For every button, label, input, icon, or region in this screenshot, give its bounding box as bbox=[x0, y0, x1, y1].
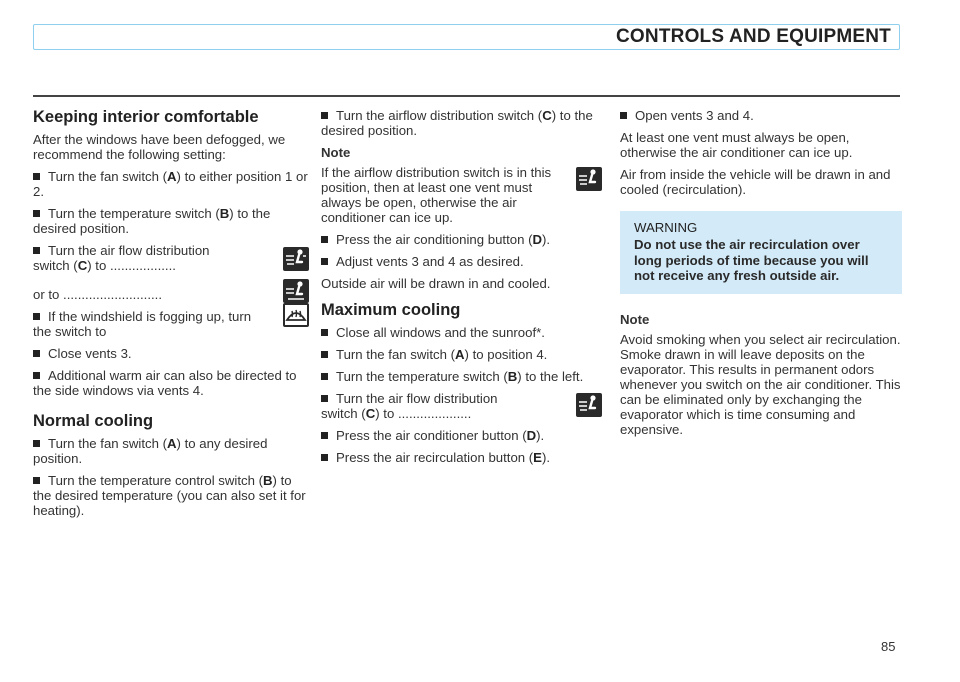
section-heading-normal-cooling: Normal cooling bbox=[33, 412, 154, 430]
bullet-icon bbox=[321, 258, 328, 265]
bullet-icon bbox=[620, 112, 627, 119]
or-to-line: or to ........................... bbox=[33, 287, 311, 302]
page-header-title: CONTROLS AND EQUIPMENT bbox=[616, 26, 891, 47]
bullet-icon bbox=[321, 373, 328, 380]
bullet-ac-button: Press the air conditioning button (D). bbox=[321, 232, 604, 247]
vent-person-feet-icon bbox=[283, 279, 309, 303]
outside-air-text: Outside air will be drawn in and cooled. bbox=[321, 276, 551, 291]
bullet-close-windows: Close all windows and the sunroof*. bbox=[321, 325, 604, 340]
column-1 bbox=[33, 108, 311, 525]
bullet-icon bbox=[321, 236, 328, 243]
bullet-icon bbox=[321, 351, 328, 358]
bullet-icon bbox=[33, 173, 40, 180]
bullet-icon bbox=[321, 454, 328, 461]
vent-person-icon bbox=[576, 167, 602, 191]
bullet-ac-button-max: Press the air conditioner button (D). bbox=[321, 428, 604, 443]
bullet-icon bbox=[33, 247, 40, 254]
bullet-fan-position-4: Turn the fan switch (A) to position 4. bbox=[321, 347, 604, 362]
vent-open-text: At least one vent must always be open, otherwise the air conditioner can ice up. bbox=[620, 130, 853, 160]
bullet-recirculation-button: Press the air recirculation button (E). bbox=[321, 450, 604, 465]
warning-box bbox=[620, 211, 902, 294]
bullet-windshield-fog: If the windshield is fogging up, turn the switch to bbox=[33, 309, 311, 339]
bullet-close-vents: Close vents 3. bbox=[33, 346, 311, 361]
bullet-air-flow-max: Turn the air flow distribution switch (C) to .................... bbox=[321, 391, 604, 421]
bullet-temp-control: Turn the temperature control switch (B) to the desired temperature (you can also set it for heating). bbox=[33, 473, 306, 518]
header-bar bbox=[33, 24, 900, 50]
section-heading-keeping-comfortable: Keeping interior comfortable bbox=[33, 108, 259, 126]
page-number: 85 bbox=[881, 639, 896, 654]
bullet-icon bbox=[321, 395, 328, 402]
column-3 bbox=[620, 108, 902, 444]
header-rule bbox=[33, 95, 900, 97]
bullet-icon bbox=[33, 210, 40, 217]
note-heading: Note bbox=[620, 311, 650, 327]
bullet-icon bbox=[33, 313, 40, 320]
bullet-open-vents: Open vents 3 and 4. bbox=[620, 108, 902, 123]
intro-text: After the windows have been defogged, we recommend the following setting: bbox=[33, 132, 286, 162]
bullet-fan-any: Turn the fan switch (A) to any desired position. bbox=[33, 436, 268, 466]
windshield-defrost-icon bbox=[283, 303, 309, 327]
bullet-airflow-distribution: Turn the airflow distribution switch (C) to the desired position. bbox=[321, 108, 593, 138]
bullet-adjust-vents: Adjust vents 3 and 4 as desired. bbox=[321, 254, 604, 269]
vent-person-icon bbox=[283, 247, 309, 271]
recirculation-text: Air from inside the vehicle will be drawn in and cooled (recirculation). bbox=[620, 167, 891, 197]
bullet-icon bbox=[33, 350, 40, 357]
bullet-icon bbox=[321, 112, 328, 119]
column-2 bbox=[321, 108, 604, 472]
bullet-icon bbox=[33, 440, 40, 447]
bullet-warm-air: Additional warm air can also be directed to the side windows via vents 4. bbox=[33, 368, 297, 398]
vent-person-icon bbox=[576, 393, 602, 417]
bullet-icon bbox=[33, 372, 40, 379]
section-heading-maximum-cooling: Maximum cooling bbox=[321, 301, 461, 319]
warning-body: Do not use the air recirculation over long periods of time because you will not receive any fresh outside air. bbox=[634, 237, 869, 283]
note-text-smoking: Avoid smoking when you select air recirculation. Smoke drawn in will leave deposits on the evaporator. This results in permanent odors whenever you switch on the air conditioner. This can be eliminated only by exchanging the evaporator which is time consuming and expensive. bbox=[620, 331, 901, 437]
warning-title: WARNING bbox=[634, 220, 698, 235]
note-heading: Note bbox=[321, 145, 351, 160]
bullet-air-flow: Turn the air flow distribution switch (C) to .................. bbox=[33, 243, 311, 273]
bullet-icon bbox=[321, 432, 328, 439]
bullet-icon bbox=[321, 329, 328, 336]
bullet-temp-left: Turn the temperature switch (B) to the left. bbox=[321, 369, 604, 384]
bullet-fan-switch: Turn the fan switch (A) to either position 1 or 2. bbox=[33, 169, 308, 199]
bullet-temp-switch: Turn the temperature switch (B) to the desired position. bbox=[33, 206, 271, 236]
note-text: If the airflow distribution switch is in this position, then at least one vent must always be open, otherwise the air conditioner can ice up. bbox=[321, 165, 604, 225]
bullet-icon bbox=[33, 477, 40, 484]
